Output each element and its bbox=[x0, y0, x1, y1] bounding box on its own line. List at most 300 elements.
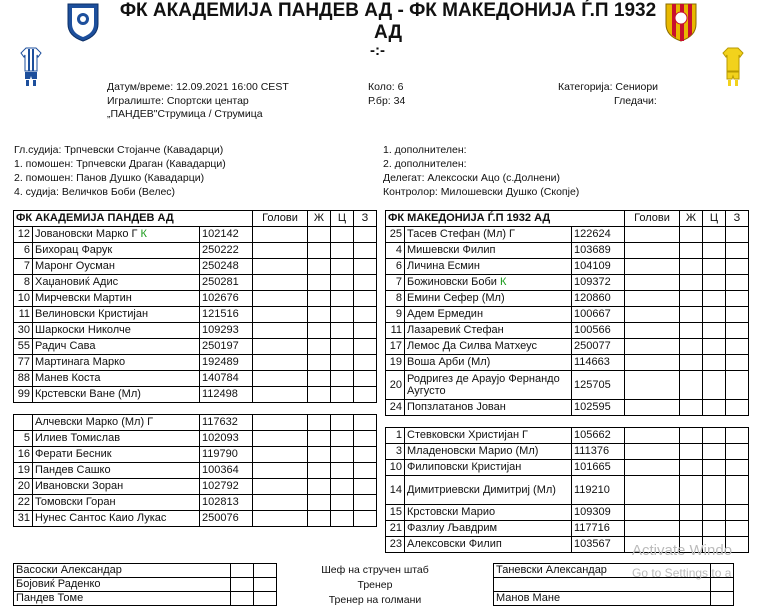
player-registration: 109309 bbox=[572, 505, 625, 521]
match-datetime: Датум/време: 12.09.2021 16:00 CEST bbox=[107, 81, 289, 93]
player-red-card bbox=[726, 400, 749, 416]
player-yellow-card bbox=[680, 339, 703, 355]
player-second-yellow bbox=[703, 339, 726, 355]
player-red-card bbox=[726, 307, 749, 323]
player-name-text: Ивановски Зоран bbox=[35, 480, 124, 492]
player-number: 30 bbox=[14, 323, 33, 339]
away-subs-table bbox=[385, 427, 749, 553]
official-controller: Контролор: Милошевски Душко (Скопје) bbox=[383, 186, 580, 198]
player-goals bbox=[625, 444, 680, 460]
player-name-text: Родригез де Арауjo Фернандо Аугусто bbox=[407, 373, 560, 397]
away-kit-icon bbox=[722, 47, 744, 87]
player-yellow-card bbox=[308, 447, 331, 463]
goalkeeper-mark: Г bbox=[147, 416, 154, 428]
player-registration: 111376 bbox=[572, 444, 625, 460]
player-row bbox=[14, 495, 377, 511]
player-name bbox=[405, 444, 572, 460]
player-red-card bbox=[354, 463, 377, 479]
player-name bbox=[33, 415, 200, 431]
player-number: 19 bbox=[14, 463, 33, 479]
player-yellow-card bbox=[308, 227, 331, 243]
player-name bbox=[33, 355, 200, 371]
player-red-card bbox=[354, 323, 377, 339]
player-row bbox=[14, 307, 377, 323]
match-venue-line1: Игралиште: Спортски центар bbox=[107, 95, 249, 107]
player-registration: 102093 bbox=[200, 431, 253, 447]
player-row bbox=[14, 355, 377, 371]
player-red-card bbox=[726, 243, 749, 259]
player-name bbox=[33, 339, 200, 355]
player-name-text: Илиев Томислав bbox=[35, 432, 121, 444]
player-registration: 109372 bbox=[572, 275, 625, 291]
staff-label-head-coach: Шеф на стручен штаб bbox=[321, 564, 429, 576]
player-number: 99 bbox=[14, 387, 33, 403]
official-fourth-referee: 4. судија: Величков Боби (Велес) bbox=[14, 186, 176, 198]
player-name bbox=[33, 431, 200, 447]
player-second-yellow bbox=[331, 307, 354, 323]
player-second-yellow bbox=[703, 291, 726, 307]
player-name bbox=[33, 447, 200, 463]
player-registration: 101665 bbox=[572, 460, 625, 476]
player-second-yellow bbox=[703, 371, 726, 400]
player-yellow-card bbox=[308, 431, 331, 447]
player-name bbox=[33, 275, 200, 291]
player-red-card bbox=[726, 444, 749, 460]
player-name-text: Мишевски Филип bbox=[407, 244, 496, 256]
player-number: 7 bbox=[386, 275, 405, 291]
match-score: -:- bbox=[370, 42, 385, 59]
player-registration: 100566 bbox=[572, 323, 625, 339]
player-registration: 192489 bbox=[200, 355, 253, 371]
player-red-card bbox=[726, 476, 749, 505]
player-name bbox=[33, 387, 200, 403]
player-goals bbox=[625, 259, 680, 275]
player-name bbox=[405, 371, 572, 400]
player-red-card bbox=[726, 521, 749, 537]
player-red-card bbox=[726, 259, 749, 275]
player-yellow-card bbox=[308, 323, 331, 339]
player-second-yellow bbox=[703, 275, 726, 291]
player-yellow-card bbox=[308, 275, 331, 291]
player-number: 7 bbox=[14, 259, 33, 275]
player-goals bbox=[253, 307, 308, 323]
player-goals bbox=[625, 400, 680, 416]
player-number: 9 bbox=[386, 307, 405, 323]
player-second-yellow bbox=[703, 521, 726, 537]
player-red-card bbox=[354, 431, 377, 447]
player-name-text: Воша Арби (Мл) bbox=[407, 356, 491, 368]
player-number: 8 bbox=[14, 275, 33, 291]
player-row bbox=[386, 323, 749, 339]
player-yellow-card bbox=[680, 355, 703, 371]
player-name-text: Емини Сефер (Мл) bbox=[407, 292, 505, 304]
player-registration: 102792 bbox=[200, 479, 253, 495]
player-goals bbox=[625, 460, 680, 476]
match-number: Р.бр: 34 bbox=[368, 95, 406, 107]
player-registration: 250248 bbox=[200, 259, 253, 275]
player-name-text: Личина Есмин bbox=[407, 260, 480, 272]
player-second-yellow bbox=[703, 460, 726, 476]
home-subs-table bbox=[13, 414, 377, 527]
player-name bbox=[33, 323, 200, 339]
player-number: 3 bbox=[386, 444, 405, 460]
staff-label-coach: Тренер bbox=[357, 579, 393, 591]
player-goals bbox=[625, 339, 680, 355]
player-name-text: Крстовски Марио bbox=[407, 506, 496, 518]
player-registration: 117632 bbox=[200, 415, 253, 431]
player-second-yellow bbox=[703, 259, 726, 275]
captain-mark: К bbox=[499, 276, 507, 288]
player-row bbox=[386, 371, 749, 400]
player-number: 4 bbox=[386, 243, 405, 259]
player-yellow-card bbox=[308, 415, 331, 431]
player-registration: 102813 bbox=[200, 495, 253, 511]
player-name bbox=[33, 307, 200, 323]
home-staff-table bbox=[13, 563, 277, 606]
official-main-referee: Гл.судија: Трпчевски Стојанче (Кавадарци) bbox=[14, 144, 224, 156]
player-row bbox=[386, 291, 749, 307]
player-name bbox=[405, 227, 572, 243]
player-name-text: Пандев Сашко bbox=[35, 464, 111, 476]
player-goals bbox=[625, 243, 680, 259]
player-row bbox=[386, 476, 749, 505]
player-name-text: Крстевски Ване (Мл) bbox=[35, 388, 141, 400]
player-name bbox=[405, 323, 572, 339]
player-red-card bbox=[354, 259, 377, 275]
player-row bbox=[14, 339, 377, 355]
player-registration: 112498 bbox=[200, 387, 253, 403]
player-row bbox=[14, 511, 377, 527]
player-registration: 102676 bbox=[200, 291, 253, 307]
player-second-yellow bbox=[331, 355, 354, 371]
player-red-card bbox=[726, 275, 749, 291]
player-row bbox=[14, 371, 377, 387]
player-registration: 114663 bbox=[572, 355, 625, 371]
player-name bbox=[33, 511, 200, 527]
player-row bbox=[14, 431, 377, 447]
player-second-yellow bbox=[703, 307, 726, 323]
official-additional-2: 2. дополнителен: bbox=[383, 158, 467, 170]
player-name-text: Алчевски Марко (Мл) bbox=[35, 416, 145, 428]
player-red-card bbox=[354, 307, 377, 323]
player-goals bbox=[625, 355, 680, 371]
player-name-text: Младеновски Марио (Мл) bbox=[407, 445, 539, 457]
player-registration: 103567 bbox=[572, 537, 625, 553]
player-name bbox=[405, 291, 572, 307]
player-number: 6 bbox=[386, 259, 405, 275]
player-name-text: Филиповски Кристијан bbox=[407, 461, 522, 473]
player-number: 20 bbox=[386, 371, 405, 400]
player-red-card bbox=[726, 291, 749, 307]
player-goals bbox=[253, 355, 308, 371]
player-red-card bbox=[726, 323, 749, 339]
player-registration: 140784 bbox=[200, 371, 253, 387]
player-yellow-card bbox=[308, 463, 331, 479]
goalkeeper-mark: Г bbox=[522, 429, 528, 441]
second-yellow-header: Ц bbox=[703, 211, 726, 227]
player-goals bbox=[253, 227, 308, 243]
player-number: 15 bbox=[386, 505, 405, 521]
player-name-text: Адем Ермедин bbox=[407, 308, 484, 320]
player-yellow-card bbox=[680, 460, 703, 476]
player-name bbox=[33, 243, 200, 259]
player-row bbox=[14, 479, 377, 495]
player-goals bbox=[625, 291, 680, 307]
player-goals bbox=[253, 243, 308, 259]
player-number bbox=[14, 415, 33, 431]
official-assistant-1: 1. помошен: Трпчевски Драган (Кавадарци) bbox=[14, 158, 226, 170]
player-red-card bbox=[354, 371, 377, 387]
player-registration: 119790 bbox=[200, 447, 253, 463]
player-yellow-card bbox=[680, 275, 703, 291]
player-name bbox=[405, 243, 572, 259]
away-staff-head-coach: Таневски Александар bbox=[494, 564, 711, 578]
player-goals bbox=[625, 505, 680, 521]
player-row bbox=[386, 355, 749, 371]
player-second-yellow bbox=[331, 339, 354, 355]
player-red-card bbox=[354, 291, 377, 307]
player-name bbox=[33, 463, 200, 479]
player-goals bbox=[253, 431, 308, 447]
player-registration: 119210 bbox=[572, 476, 625, 505]
player-name bbox=[405, 355, 572, 371]
player-name-text: Божиновски Боби bbox=[407, 276, 497, 288]
player-row bbox=[386, 307, 749, 323]
player-second-yellow bbox=[331, 371, 354, 387]
goalkeeper-mark: Г bbox=[131, 228, 138, 240]
player-goals bbox=[625, 371, 680, 400]
player-number: 23 bbox=[386, 537, 405, 553]
player-goals bbox=[625, 227, 680, 243]
player-number: 17 bbox=[386, 339, 405, 355]
second-yellow-header: Ц bbox=[331, 211, 354, 227]
player-registration: 100364 bbox=[200, 463, 253, 479]
player-second-yellow bbox=[331, 291, 354, 307]
match-round: Коло: 6 bbox=[368, 81, 404, 93]
player-red-card bbox=[726, 505, 749, 521]
player-goals bbox=[625, 275, 680, 291]
player-red-card bbox=[354, 243, 377, 259]
player-name-text: Велиновски Кристијан bbox=[35, 308, 149, 320]
player-second-yellow bbox=[331, 463, 354, 479]
home-staff-goalkeeper-coach: Пандев Томе bbox=[14, 592, 231, 606]
player-number: 14 bbox=[386, 476, 405, 505]
player-row bbox=[14, 463, 377, 479]
player-red-card bbox=[354, 387, 377, 403]
player-row bbox=[14, 415, 377, 431]
player-yellow-card bbox=[680, 323, 703, 339]
player-red-card bbox=[726, 371, 749, 400]
home-team-name: ФК АКАДЕМИЈА ПАНДЕВ АД bbox=[14, 211, 253, 227]
player-yellow-card bbox=[680, 428, 703, 444]
player-number: 88 bbox=[14, 371, 33, 387]
player-name bbox=[33, 479, 200, 495]
player-name-text: Мартинага Марко bbox=[35, 356, 126, 368]
player-red-card bbox=[354, 339, 377, 355]
player-goals bbox=[253, 495, 308, 511]
captain-mark: К bbox=[140, 228, 147, 240]
player-name bbox=[33, 371, 200, 387]
player-registration: 250197 bbox=[200, 339, 253, 355]
player-yellow-card bbox=[308, 307, 331, 323]
goals-header: Голови bbox=[253, 211, 308, 227]
player-row bbox=[386, 259, 749, 275]
player-yellow-card bbox=[308, 291, 331, 307]
player-number: 22 bbox=[14, 495, 33, 511]
player-yellow-card bbox=[308, 243, 331, 259]
player-name bbox=[405, 460, 572, 476]
player-registration: 120860 bbox=[572, 291, 625, 307]
player-name-text: Димитриевски Димитриј (Мл) bbox=[407, 484, 556, 496]
player-second-yellow bbox=[703, 355, 726, 371]
player-number: 10 bbox=[14, 291, 33, 307]
red-header: З bbox=[354, 211, 377, 227]
player-second-yellow bbox=[331, 323, 354, 339]
player-registration: 250076 bbox=[200, 511, 253, 527]
player-number: 12 bbox=[14, 227, 33, 243]
player-registration: 121516 bbox=[200, 307, 253, 323]
player-second-yellow bbox=[331, 511, 354, 527]
player-red-card bbox=[354, 479, 377, 495]
player-row bbox=[14, 447, 377, 463]
player-name-text: Маронг Оусман bbox=[35, 260, 115, 272]
player-red-card bbox=[354, 275, 377, 291]
player-number: 31 bbox=[14, 511, 33, 527]
player-number: 25 bbox=[386, 227, 405, 243]
player-row bbox=[14, 387, 377, 403]
away-starters-table bbox=[385, 210, 749, 416]
goals-header: Голови bbox=[625, 211, 680, 227]
away-club-logo-icon bbox=[664, 2, 698, 42]
player-second-yellow bbox=[331, 259, 354, 275]
player-registration: 250222 bbox=[200, 243, 253, 259]
player-number: 10 bbox=[386, 460, 405, 476]
player-goals bbox=[253, 259, 308, 275]
official-assistant-2: 2. помошен: Панов Душко (Кавадарци) bbox=[14, 172, 205, 184]
player-row bbox=[14, 275, 377, 291]
player-yellow-card bbox=[308, 339, 331, 355]
player-name-text: Манев Коста bbox=[35, 372, 101, 384]
player-yellow-card bbox=[308, 479, 331, 495]
player-number: 24 bbox=[386, 400, 405, 416]
player-red-card bbox=[354, 495, 377, 511]
player-name-text: Стевковски Христијан bbox=[407, 429, 520, 441]
player-registration: 109293 bbox=[200, 323, 253, 339]
player-goals bbox=[253, 371, 308, 387]
player-red-card bbox=[354, 415, 377, 431]
player-red-card bbox=[726, 227, 749, 243]
player-registration: 122624 bbox=[572, 227, 625, 243]
player-name-text: Хаџановиќ Адис bbox=[35, 276, 119, 288]
player-row bbox=[386, 339, 749, 355]
player-name bbox=[405, 400, 572, 416]
player-name bbox=[405, 275, 572, 291]
player-second-yellow bbox=[331, 227, 354, 243]
player-name-text: Мирчевски Мартин bbox=[35, 292, 132, 304]
home-staff-coach: Бојовиќ Раденко bbox=[14, 578, 231, 592]
player-goals bbox=[625, 323, 680, 339]
player-yellow-card bbox=[680, 400, 703, 416]
player-name bbox=[405, 339, 572, 355]
player-name-text: Попзлатанов Јован bbox=[407, 401, 506, 413]
player-goals bbox=[253, 339, 308, 355]
player-row bbox=[14, 291, 377, 307]
red-header: З bbox=[726, 211, 749, 227]
player-yellow-card bbox=[680, 259, 703, 275]
player-number: 1 bbox=[386, 428, 405, 444]
player-registration: 105662 bbox=[572, 428, 625, 444]
player-registration: 250281 bbox=[200, 275, 253, 291]
player-second-yellow bbox=[703, 428, 726, 444]
player-yellow-card bbox=[308, 387, 331, 403]
player-name bbox=[33, 259, 200, 275]
player-red-card bbox=[726, 339, 749, 355]
player-name bbox=[405, 476, 572, 505]
player-name bbox=[405, 537, 572, 553]
player-goals bbox=[625, 307, 680, 323]
player-row bbox=[386, 227, 749, 243]
player-number: 6 bbox=[14, 243, 33, 259]
away-team-name: ФК МАКЕДОНИЈА Ѓ.П 1932 АД bbox=[386, 211, 625, 227]
player-second-yellow bbox=[703, 476, 726, 505]
player-number: 16 bbox=[14, 447, 33, 463]
match-venue-line2: „ПАНДЕВ"Струмица / Струмица bbox=[107, 108, 263, 120]
player-goals bbox=[253, 291, 308, 307]
home-club-logo-icon bbox=[66, 2, 100, 42]
home-staff-head-coach: Васоски Александар bbox=[14, 564, 231, 578]
player-row bbox=[386, 521, 749, 537]
player-row bbox=[14, 259, 377, 275]
player-registration: 104109 bbox=[572, 259, 625, 275]
player-registration: 250077 bbox=[572, 339, 625, 355]
player-row bbox=[14, 227, 377, 243]
player-registration: 117716 bbox=[572, 521, 625, 537]
player-row bbox=[386, 243, 749, 259]
player-name-text: Алексовски Филип bbox=[407, 538, 502, 550]
player-yellow-card bbox=[680, 227, 703, 243]
player-number: 5 bbox=[14, 431, 33, 447]
player-name-text: Тасев Стефан (Мл) bbox=[407, 228, 507, 240]
player-yellow-card bbox=[680, 307, 703, 323]
match-title: ФК АКАДЕМИЈА ПАНДЕВ АД - ФК МАКЕДОНИЈА Ѓ.П 1932 АД bbox=[119, 0, 657, 43]
player-name bbox=[33, 291, 200, 307]
player-second-yellow bbox=[331, 387, 354, 403]
player-goals bbox=[253, 415, 308, 431]
player-registration: 102142 bbox=[200, 227, 253, 243]
player-red-card bbox=[726, 428, 749, 444]
player-name-text: Јовановски Марко bbox=[35, 228, 129, 240]
home-kit-icon bbox=[20, 47, 42, 87]
activate-windows-title: Activate Windo bbox=[632, 542, 733, 559]
player-red-card bbox=[354, 511, 377, 527]
player-yellow-card bbox=[680, 521, 703, 537]
player-name-text: Ферати Бесник bbox=[35, 448, 112, 460]
player-second-yellow bbox=[703, 323, 726, 339]
player-name-text: Бихорац Фарук bbox=[35, 244, 113, 256]
player-name bbox=[33, 495, 200, 511]
match-spectators: Гледачи: bbox=[614, 95, 657, 107]
player-row bbox=[386, 275, 749, 291]
player-goals bbox=[253, 323, 308, 339]
player-yellow-card bbox=[680, 371, 703, 400]
player-yellow-card bbox=[308, 511, 331, 527]
player-name bbox=[405, 307, 572, 323]
player-second-yellow bbox=[331, 275, 354, 291]
player-name-text: Лазаревиќ Стефан bbox=[407, 324, 504, 336]
player-name-text: Радич Сава bbox=[35, 340, 96, 352]
player-name bbox=[405, 521, 572, 537]
player-yellow-card bbox=[308, 259, 331, 275]
